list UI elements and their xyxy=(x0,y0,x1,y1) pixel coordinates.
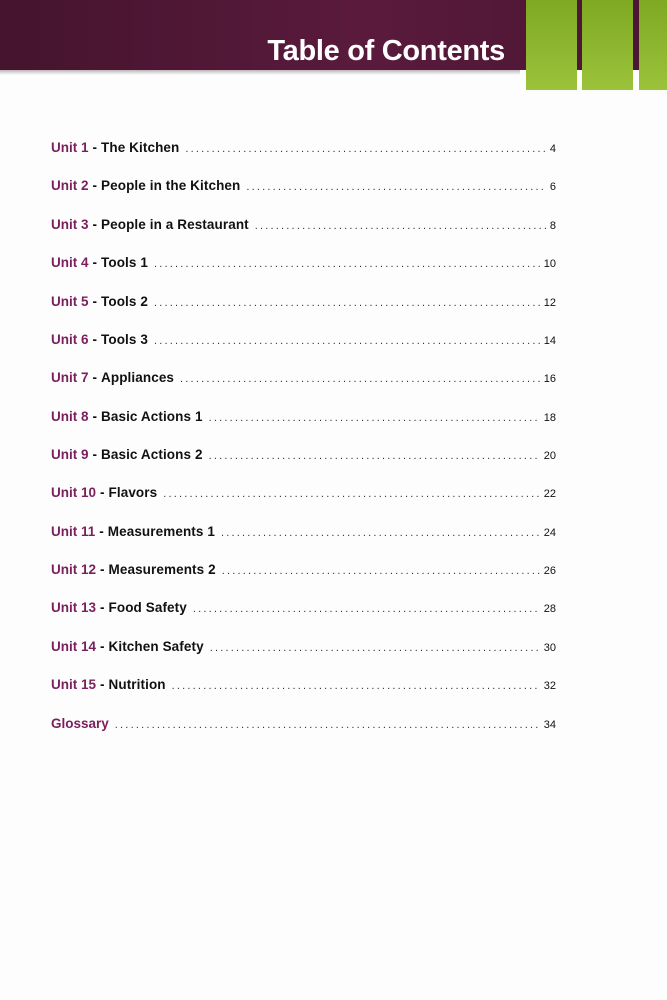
dot-leader xyxy=(221,527,540,539)
green-accent-bar xyxy=(639,0,667,90)
toc-entry-unit-3[interactable] xyxy=(51,217,556,241)
toc-unit-label: Unit 10 xyxy=(51,485,97,500)
toc-separator: - xyxy=(92,447,98,462)
toc-entry-title: Tools 2 xyxy=(101,294,148,309)
toc-entry-title: Measurements 1 xyxy=(107,524,215,539)
toc-entry-unit-14[interactable] xyxy=(51,639,556,663)
toc-separator: - xyxy=(100,485,105,500)
toc-entry-unit-5[interactable] xyxy=(51,294,556,318)
toc-unit-label: Unit 6 xyxy=(51,332,89,347)
toc-page-number: 32 xyxy=(543,680,556,692)
toc-entry-title: Kitchen Safety xyxy=(108,639,204,654)
toc-entry-title: Basic Actions 1 xyxy=(101,409,203,424)
toc-separator: - xyxy=(100,600,105,615)
dot-leader xyxy=(180,373,540,385)
toc-unit-label: Unit 2 xyxy=(51,178,89,193)
toc-entry-title: Measurements 2 xyxy=(108,562,216,577)
dot-leader xyxy=(154,335,540,347)
toc-entry-unit-13[interactable] xyxy=(51,600,556,624)
toc-page-number: 30 xyxy=(543,642,556,654)
dot-leader xyxy=(255,220,546,232)
toc-unit-label: Unit 9 xyxy=(51,447,89,462)
page-title: Table of Contents xyxy=(267,35,505,67)
toc-entry-title: Tools 3 xyxy=(101,332,148,347)
toc-entry-unit-7[interactable] xyxy=(51,370,556,394)
toc-page-number: 12 xyxy=(543,297,556,309)
dot-leader xyxy=(209,450,540,462)
toc-entry-unit-6[interactable] xyxy=(51,332,556,356)
toc-page-number: 24 xyxy=(543,527,556,539)
toc-entry-unit-2[interactable] xyxy=(51,178,556,202)
toc-entry-unit-8[interactable] xyxy=(51,409,556,433)
dot-leader xyxy=(154,258,540,270)
toc-entry-title: Food Safety xyxy=(108,600,187,615)
toc-page-number: 8 xyxy=(549,220,556,232)
toc-entry-glossary[interactable] xyxy=(51,716,556,740)
green-accent-bar xyxy=(526,0,577,90)
dot-leader xyxy=(185,143,546,155)
toc-page-number: 10 xyxy=(543,258,556,270)
toc-unit-label: Unit 4 xyxy=(51,255,89,270)
toc-separator: - xyxy=(92,332,98,347)
toc-unit-label: Unit 8 xyxy=(51,409,89,424)
toc-separator: - xyxy=(92,255,98,270)
toc-separator: - xyxy=(92,370,98,385)
dot-leader xyxy=(193,603,540,615)
toc-entry-title: Appliances xyxy=(101,370,175,385)
dot-leader xyxy=(163,488,540,500)
toc-entry-unit-4[interactable] xyxy=(51,255,556,279)
toc-unit-label: Unit 14 xyxy=(51,639,97,654)
toc-page-number: 26 xyxy=(543,565,556,577)
toc-entry-title: People in the Kitchen xyxy=(101,178,241,193)
dot-leader xyxy=(210,642,540,654)
toc-page-number: 18 xyxy=(543,412,556,424)
toc-separator: - xyxy=(99,524,104,539)
toc-page-number: 14 xyxy=(543,335,556,347)
toc-page-number: 4 xyxy=(549,143,556,155)
toc-entry-unit-10[interactable] xyxy=(51,485,556,509)
toc-entry-title: Flavors xyxy=(108,485,158,500)
toc-separator: - xyxy=(92,217,98,232)
toc-entry-title: Tools 1 xyxy=(101,255,148,270)
toc-unit-label: Unit 12 xyxy=(51,562,97,577)
toc-page-number: 28 xyxy=(543,603,556,615)
dot-leader xyxy=(222,565,540,577)
toc-unit-label: Unit 15 xyxy=(51,677,97,692)
dot-leader xyxy=(154,297,540,309)
toc-separator: - xyxy=(92,409,98,424)
header-shadow xyxy=(0,70,520,75)
toc-page-number: 6 xyxy=(549,181,556,193)
toc-separator: - xyxy=(92,294,98,309)
toc-separator: - xyxy=(92,140,98,155)
dot-leader xyxy=(209,412,540,424)
toc-separator: - xyxy=(100,562,105,577)
green-accent-bar xyxy=(582,0,633,90)
toc-separator: - xyxy=(100,677,105,692)
toc-unit-label: Glossary xyxy=(51,716,109,731)
toc-entry-unit-12[interactable] xyxy=(51,562,556,586)
dot-leader xyxy=(246,181,545,193)
dot-leader xyxy=(172,680,540,692)
toc-unit-label: Unit 1 xyxy=(51,140,89,155)
toc-entry-title: Basic Actions 2 xyxy=(101,447,203,462)
toc-entry-unit-9[interactable] xyxy=(51,447,556,471)
toc-page-number: 16 xyxy=(543,373,556,385)
toc-separator: - xyxy=(92,178,98,193)
toc-unit-label: Unit 5 xyxy=(51,294,89,309)
toc-unit-label: Unit 7 xyxy=(51,370,89,385)
toc-entry-unit-11[interactable] xyxy=(51,524,556,548)
toc-unit-label: Unit 3 xyxy=(51,217,89,232)
dot-leader xyxy=(115,719,540,731)
toc-page-number: 20 xyxy=(543,450,556,462)
toc-unit-label: Unit 13 xyxy=(51,600,97,615)
toc-page-number: 22 xyxy=(543,488,556,500)
toc-page-number: 34 xyxy=(543,719,556,731)
toc-separator: - xyxy=(100,639,105,654)
toc-entry-title: People in a Restaurant xyxy=(101,217,249,232)
toc-entry-unit-1[interactable] xyxy=(51,140,556,164)
toc-entry-title: Nutrition xyxy=(108,677,166,692)
toc-unit-label: Unit 11 xyxy=(51,524,96,539)
toc-entry-unit-15[interactable] xyxy=(51,677,556,701)
toc-entry-title: The Kitchen xyxy=(101,140,180,155)
